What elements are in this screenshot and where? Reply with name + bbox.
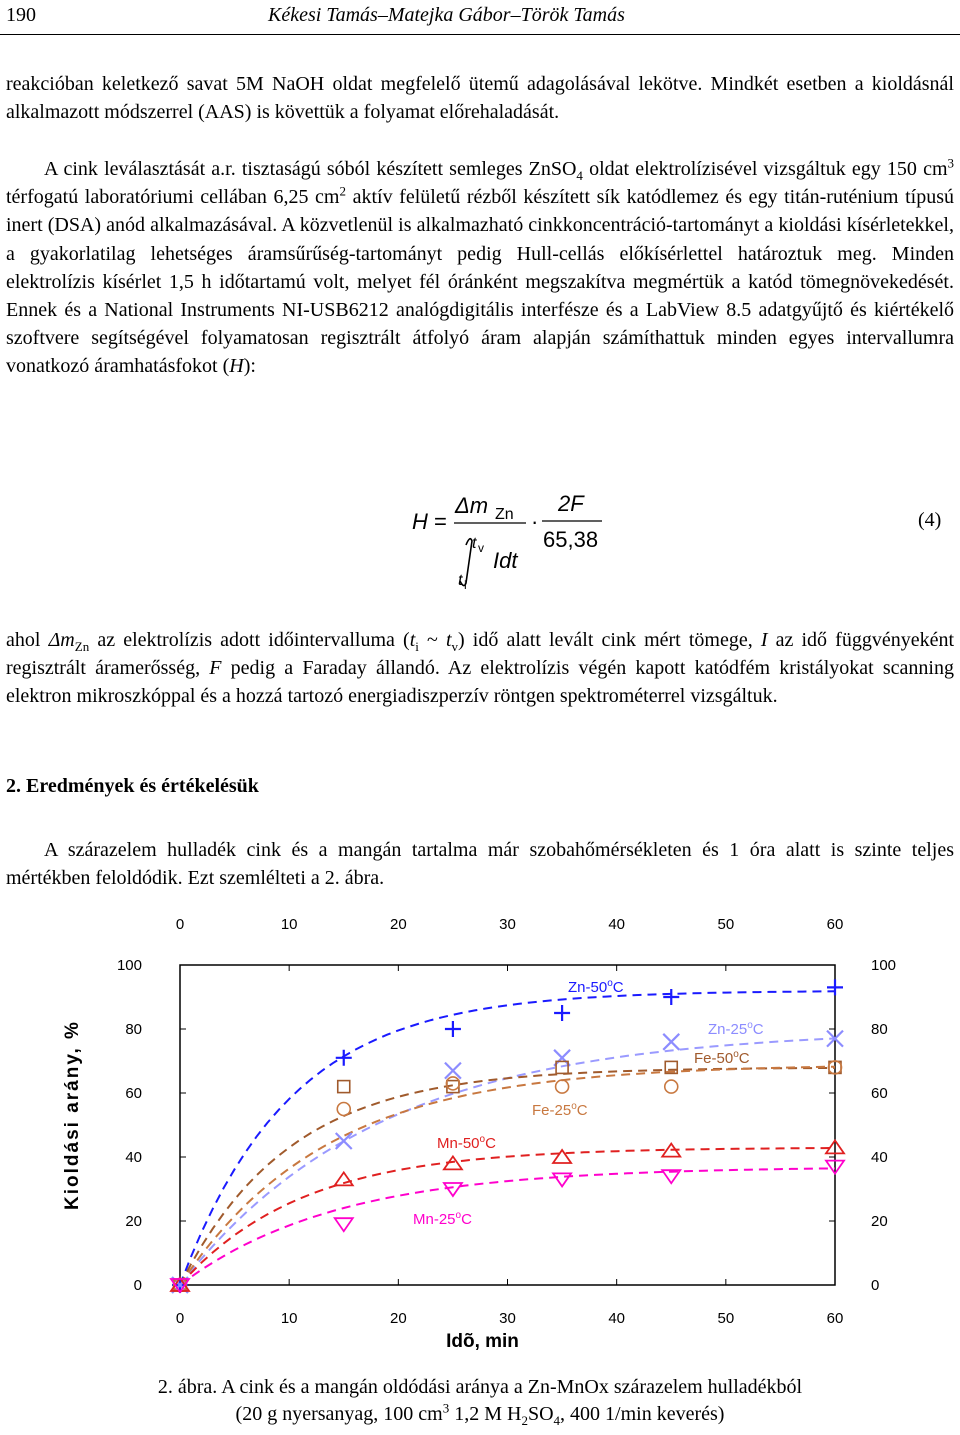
x-axis-label: Idõ, min: [446, 1331, 519, 1352]
fit-curve: [180, 1068, 835, 1285]
eq-denominator: 65,38: [543, 527, 599, 552]
paragraph-1: reakcióban keletkező savat 5M NaOH oldat megfelelő ütemű adagolásával lekötve. Mindkét esetben a kioldásnál alkalmazott módszerrel (AAS) is követtük a folyamat előrehaladását.: [6, 73, 954, 124]
x-tick-label-bottom: 20: [389, 1310, 407, 1327]
eq-lower-limit: t: [458, 572, 463, 589]
series-label: Fe-25$^o$C: [532, 1101, 588, 1119]
figure-caption-line-1: 2. ábra. A cink és a mangán oldódási aránya a Zn-MnOx szárazelem hulladékból: [157, 1376, 803, 1398]
data-point-triangle-down: [553, 1173, 571, 1186]
eq-upper-limit-sub: v: [478, 541, 484, 555]
data-point-x: [663, 1034, 679, 1050]
x-tick-label-top: 20: [389, 916, 407, 933]
data-point-plus: [827, 979, 843, 995]
series-label: Zn-50$^o$C: [568, 978, 624, 996]
y-tick-label-left: 80: [125, 1021, 142, 1038]
y-tick-label-right: 100: [871, 957, 897, 974]
eq-dot: ·: [531, 509, 539, 534]
y-axis-label: Kioldási arány, %: [62, 1020, 83, 1210]
y-tick-label-right: 80: [871, 1021, 888, 1038]
y-tick-label-left: 100: [116, 957, 142, 974]
data-point-triangle-down: [335, 1218, 353, 1231]
y-tick-label-left: 0: [133, 1277, 142, 1294]
x-tick-label-bottom: 30: [499, 1310, 516, 1327]
series-label: Fe-50$^o$C: [694, 1049, 750, 1067]
y-tick-label-left: 20: [125, 1213, 142, 1230]
eq-H: H: [412, 509, 428, 534]
plot-frame: [180, 965, 835, 1285]
eq-numerator-2f: 2F: [558, 491, 584, 516]
x-tick-label-bottom: 0: [175, 1310, 185, 1327]
data-point-circle: [446, 1077, 459, 1090]
fit-curve: [180, 1067, 835, 1285]
equation-number: (4): [918, 509, 942, 531]
x-tick-label-top: 60: [826, 916, 844, 933]
data-point-plus: [663, 989, 679, 1005]
paragraph-4: A szárazelem hulladék cink és a mangán tartalma már szobahőmérsékleten és 1 óra alatt is szinte teljes mértékben feloldódik. Ezt szemlélteti a 2. ábra.: [6, 839, 954, 890]
eq-lower-limit-sub: i: [464, 578, 467, 592]
y-tick-label-left: 40: [125, 1149, 142, 1166]
page-number: 190: [6, 4, 36, 26]
figure-caption-line-2: (20 g nyersanyag, 100 $cm^3$ 1,2 M $H_2SO_4$, 400 1/min keverés): [235, 1400, 725, 1428]
data-point-circle: [665, 1080, 678, 1093]
data-point-circle: [337, 1103, 350, 1116]
y-tick-label-left: 60: [125, 1085, 142, 1102]
data-point-triangle-up: [553, 1150, 571, 1163]
equation-4: [400, 485, 660, 595]
data-point-circle: [556, 1080, 569, 1093]
x-tick-label-top: 30: [499, 916, 516, 933]
x-tick-label-bottom: 40: [608, 1310, 626, 1327]
series-label: Zn-25$^o$C: [708, 1020, 764, 1038]
x-tick-label-bottom: 60: [826, 1310, 844, 1327]
x-tick-label-top: 10: [280, 916, 298, 933]
series-label: Mn-50$^o$C: [437, 1134, 496, 1152]
y-tick-label-right: 60: [871, 1085, 888, 1102]
data-point-plus: [554, 1005, 570, 1021]
x-tick-label-bottom: 10: [280, 1310, 298, 1327]
x-tick-label-top: 0: [175, 916, 185, 933]
y-tick-label-right: 20: [871, 1213, 888, 1230]
eq-zn: Zn: [495, 506, 514, 523]
data-point-plus: [445, 1021, 461, 1037]
eq-delta-m: Δm: [455, 493, 489, 518]
x-tick-label-top: 50: [717, 916, 735, 933]
y-tick-label-right: 0: [871, 1277, 880, 1294]
paragraph-3: ahol $\Delta m_{Zn}$ az elektrolízis adott időintervalluma ($t_i$ ~ $t_v$) idő alatt levált cink mért tömege, I az idő függvényeként regisztrált áramerősség, F pedig a Faraday állandó. Az elektrolízis végén kapott katódfém kristályokat scanning elektron mikroszkóppal és a hozzá tartozó energiadiszperzív röntgen spektrométerrel vizsgáltuk.: [6, 629, 955, 708]
section-title: 2. Eredmények és értékelésük: [6, 775, 259, 797]
x-tick-label-top: 40: [608, 916, 626, 933]
paragraph-2: A cink leválasztását a.r. tisztaságú sóból készített semleges ZnSO$_4$ oldat elektrolízisével vizsgáltuk egy 150 $cm^3$ térfogatú laboratóriumi cellában 6,25 $cm^2$ aktív felületű rézből készített sík katódlemez és egy titán-ruténium típusú inert (DSA) anód alkalmazásával. A közvetlenül is alkalmazható cinkkoncentráció-tartományt a kioldási kísérletekkel, a gyakorlatilag lehetséges áramsűrűség-tartományt pedig Hull-cellás előkísérlettel határoztuk meg. Minden elektrolízis kísérlet 1,5 h időtartamú volt, melyet fél óránként megszakítva megmértük a katód tömegnövekedését. Ennek és a National Instruments NI-USB6212 analógdigitális interfésze és a LabView 8.5 adatgyűjtő és kiértékelő szoftvere segítségével folyamatosan regisztrált átfolyó áram alapján számíthattuk minden egyes intervallumra vonatkozó áramhatásfokot (H):: [6, 155, 955, 378]
fit-curve: [180, 1038, 835, 1285]
data-point-triangle-down: [444, 1183, 462, 1196]
eq-upper-limit: t: [472, 535, 477, 552]
running-head: Kékesi Tamás–Matejka Gábor–Török Tamás: [268, 4, 625, 26]
data-point-square: [338, 1081, 350, 1093]
eq-integrand: Idt: [493, 548, 518, 573]
series-label: Mn-25$^o$C: [413, 1210, 472, 1228]
page-header: [0, 0, 960, 35]
fit-curve: [180, 1148, 835, 1285]
eq-equals: =: [434, 509, 447, 534]
x-tick-label-bottom: 50: [717, 1310, 735, 1327]
dissolution-chart: [0, 905, 960, 1365]
data-point-x: [336, 1133, 352, 1149]
y-tick-label-right: 40: [871, 1149, 888, 1166]
